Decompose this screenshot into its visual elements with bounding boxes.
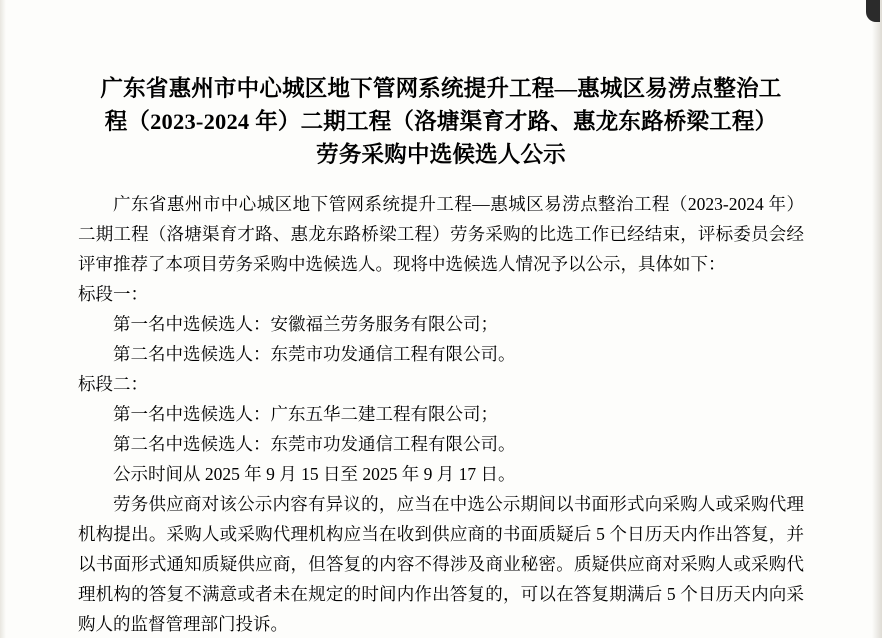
page-left-edge-shadow — [0, 0, 6, 638]
lot-two-second-candidate: 第二名中选候选人：东莞市功发通信工程有限公司。 — [113, 434, 516, 454]
lot-one-first-candidate: 第一名中选候选人：安徽福兰劳务服务有限公司； — [113, 314, 498, 334]
page-right-edge-shadow — [872, 0, 882, 638]
section-lot-one: 标段一： — [78, 284, 148, 304]
document-title — [78, 72, 804, 171]
lot-two-first-candidate: 第一名中选候选人：广东五华二建工程有限公司； — [113, 404, 498, 424]
document-title-line-2: 程（2023-2024 年）二期工程（洛塘渠育才路、惠龙东路桥梁工程） — [104, 109, 778, 134]
page-corner-mark — [866, 0, 880, 22]
document-content — [78, 72, 804, 639]
publicity-period: 公示时间从 2025 年 9 月 15 日至 2025 年 9 月 17 日。 — [113, 464, 516, 484]
lot-one-second-candidate: 第二名中选候选人：东莞市功发通信工程有限公司。 — [113, 344, 516, 364]
document-body — [78, 189, 804, 639]
document-title-line-3: 劳务采购中选候选人公示 — [316, 142, 566, 167]
section-lot-two: 标段二： — [78, 374, 148, 394]
document-title-line-1: 广东省惠州市中心城区地下管网系统提升工程—惠城区易涝点整治工 — [100, 76, 782, 101]
objection-procedure: 劳务供应商对该公示内容有异议的，应当在中选公示期间以书面形式向采购人或采购代理机构提出。采购人或采购代理机构应当在收到供应商的书面质疑后 5 个日历天内作出答复，并以书面形式通知质疑供应商，但答复的内容不得涉及商业秘密。质疑供应商对采购人或采购代理机构的答复不满意或者未在规定的时间内作出答复的，可以在答复期满后 5 个日历天内向采购人的监督管理部门投诉。 — [78, 494, 804, 634]
intro-paragraph: 广东省惠州市中心城区地下管网系统提升工程—惠城区易涝点整治工程（2023-2024 年）二期工程（洛塘渠育才路、惠龙东路桥梁工程）劳务采购的比选工作已经结束，评标委员会经评审推荐了本项目劳务采购中选候选人。现将中选候选人情况予以公示，具体如下： — [78, 194, 804, 274]
